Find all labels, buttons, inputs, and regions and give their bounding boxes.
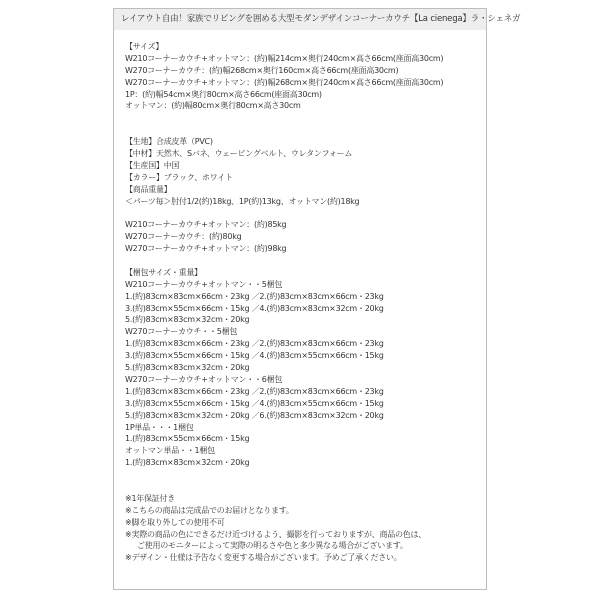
package-line: 1.(約)83cm×83cm×66cm・23kg ／2.(約)83cm×83cm×66cm・23kg	[125, 291, 384, 301]
size-line: W270コーナーカウチ+オットマン：(約)幅268cm×奥行240cm×高さ66cm(座面高30cm)	[125, 77, 444, 87]
section-spacer	[125, 207, 484, 219]
package-line: W270コーナーカウチ・・5梱包	[125, 327, 238, 337]
package-line: 3.(約)83cm×55cm×66cm・15kg ／4.(約)83cm×55cm×66cm・15kg	[125, 351, 384, 361]
package-line: 5.(約)83cm×83cm×32cm・20kg ／6.(約)83cm×83cm×32cm・20kg	[125, 410, 384, 420]
package-line: W270コーナーカウチ+オットマン・・6梱包	[125, 374, 283, 384]
note-line: ※1年保証付き	[125, 493, 176, 503]
note-line: ※脚を取り外しての使用不可	[125, 517, 225, 527]
spec-body	[125, 41, 484, 564]
note-line: ※実際の商品の色にできるだけ近づけるよう、撮影を行っておりますが、商品の色は、	[125, 529, 426, 539]
material-line: 【生産国】中国	[125, 160, 180, 170]
size-line: 1P：(約)幅54cm×奥行80cm×高さ66cm(座面高30cm)	[125, 89, 322, 99]
package-line: 1.(約)83cm×83cm×32cm・20kg	[125, 458, 250, 468]
material-line: ＜パーツ毎＞肘付1/2(約)18kg、1P(約)13kg、オットマン(約)18kg	[125, 196, 360, 206]
package-heading: 【梱包サイズ・重量】	[125, 267, 202, 277]
package-line: 1P単品・・・1梱包	[125, 422, 194, 432]
weight-line: W210コーナーカウチ+オットマン：(約)85kg	[125, 220, 287, 230]
note-line: ※こちらの商品は完成品でのお届けとなります。	[125, 505, 294, 515]
size-line: W210コーナーカウチ+オットマン：(約)幅214cm×奥行240cm×高さ66cm(座面高30cm)	[125, 53, 444, 63]
package-line: 3.(約)83cm×55cm×66cm・15kg ／4.(約)83cm×83cm×32cm・20kg	[125, 303, 384, 313]
package-line: W210コーナーカウチ+オットマン・・5梱包	[125, 279, 283, 289]
section-spacer	[125, 469, 484, 481]
package-line: 3.(約)83cm×55cm×66cm・15kg ／4.(約)83cm×55cm×66cm・15kg	[125, 398, 384, 408]
section-spacer	[125, 255, 484, 267]
package-line: 1.(約)83cm×83cm×66cm・23kg ／2.(約)83cm×83cm×66cm・23kg	[125, 386, 384, 396]
note-line: ご使用のモニターによって実際の明るさや色と多少異なる場合がございます。	[137, 541, 408, 551]
material-line: 【商品重量】	[125, 184, 172, 194]
section-spacer	[125, 481, 484, 493]
weight-line: W270コーナーカウチ：(約)80kg	[125, 232, 242, 242]
spec-title-bar	[114, 9, 521, 30]
package-line: 1.(約)83cm×83cm×66cm・23kg ／2.(約)83cm×83cm×66cm・23kg	[125, 339, 384, 349]
spec-title: レイアウト自由！家族でリビングを囲める大型モダンデザインコーナーカウチ【La cienega】	[121, 14, 471, 24]
size-line: オットマン：(約)幅80cm×奥行80cm×高さ30cm	[125, 101, 301, 111]
package-line: 5.(約)83cm×83cm×32cm・20kg	[125, 315, 250, 325]
size-heading: 【サイズ】	[125, 42, 164, 51]
note-line: ※デザイン・仕様は予告なく変更する場合がございます。予めご了承ください。	[125, 553, 402, 563]
product-spec-panel	[113, 8, 521, 590]
material-line: 【中材】天然木、Sバネ、ウェービングベルト、ウレタンフォーム	[125, 149, 353, 159]
weight-line: W270コーナーカウチ+オットマン：(約)98kg	[125, 244, 287, 254]
package-line: 1.(約)83cm×55cm×66cm・15kg	[125, 434, 250, 444]
material-line: 【カラー】ブラック、ホワイト	[125, 172, 233, 182]
package-line: オットマン単品・・1梱包	[125, 446, 215, 456]
section-spacer	[125, 112, 484, 124]
package-line: 5.(約)83cm×83cm×32cm・20kg	[125, 363, 250, 373]
material-line: 【生地】合成皮革（PVC)	[125, 137, 213, 147]
spec-title-kana: ラ・シェネガ	[470, 14, 521, 24]
size-line: W270コーナーカウチ：(約)幅268cm×奥行160cm×高さ66cm(座面高30cm)	[125, 65, 399, 75]
section-spacer	[125, 124, 484, 136]
